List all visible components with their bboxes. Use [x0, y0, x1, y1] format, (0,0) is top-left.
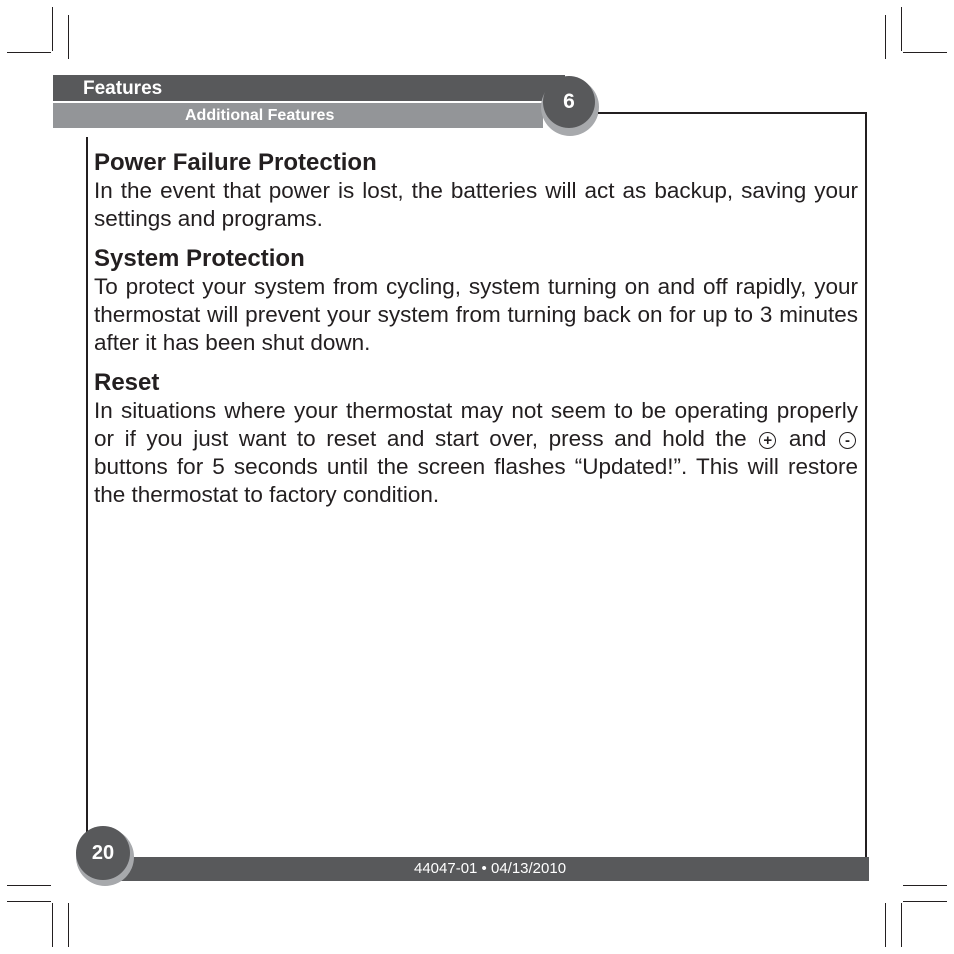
reset-text-part1: In situations where your thermostat may not seem to be operating properly or if you just want to reset and start over, press and hold the: [94, 398, 858, 451]
chapter-number-badge: 6: [543, 76, 595, 128]
section-heading: Reset: [94, 369, 160, 396]
crop-mark: [901, 903, 902, 947]
section-reset: [94, 368, 858, 509]
page-number-badge: 20: [76, 826, 130, 880]
frame-left-rule: [86, 137, 88, 857]
document-info: 44047-01 • 04/13/2010: [414, 860, 567, 877]
section-heading: Power Failure Protection: [94, 149, 377, 176]
section-body: [94, 397, 858, 509]
section-heading: System Protection: [94, 245, 305, 272]
crop-mark: [903, 885, 947, 886]
crop-mark: [52, 7, 53, 51]
crop-mark: [903, 901, 947, 902]
section-system-protection: [94, 244, 858, 357]
section-body: To protect your system from cycling, system turning on and off rapidly, your thermostat will prevent your system from turning back on for up to 3 minutes after it has been shut down.: [94, 274, 858, 355]
page-content: [94, 148, 858, 520]
crop-mark: [68, 15, 69, 59]
crop-mark: [901, 7, 902, 51]
frame-top-rule: [598, 112, 867, 114]
plus-circle-icon: +: [759, 432, 776, 449]
section-title: Features: [83, 78, 163, 99]
crop-mark: [7, 885, 51, 886]
reset-text-part2: and: [788, 426, 827, 451]
minus-circle-icon: -: [839, 432, 856, 449]
crop-mark: [52, 903, 53, 947]
crop-mark: [903, 52, 947, 53]
crop-mark: [885, 903, 886, 947]
frame-right-rule: [865, 112, 867, 857]
crop-mark: [7, 52, 51, 53]
crop-mark: [68, 903, 69, 947]
section-body: In the event that power is lost, the batteries will act as backup, saving your settings and programs.: [94, 178, 858, 231]
crop-mark: [7, 901, 51, 902]
section-power-failure: [94, 148, 858, 233]
crop-mark: [885, 15, 886, 59]
reset-text-part3: buttons for 5 seconds until the screen flashes “Updated!”. This will restore the thermostat to factory condition.: [94, 454, 858, 507]
subsection-title: Additional Features: [185, 107, 335, 124]
